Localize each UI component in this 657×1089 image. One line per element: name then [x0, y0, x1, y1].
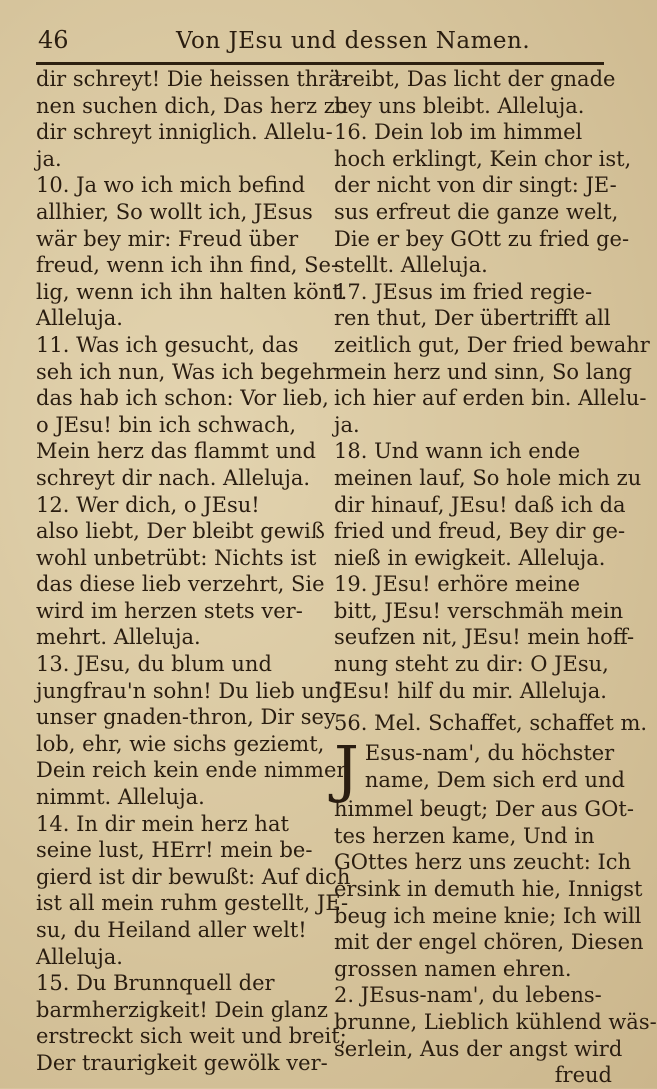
text-line: gierd ist dir bewußt: Auf dich	[36, 864, 351, 889]
text-line: dir schreyt! Die heissen thrä-	[36, 67, 348, 91]
text-line: hoch erklingt, Kein chor ist,	[334, 146, 632, 171]
hymn-first-stanza	[334, 732, 657, 1062]
left-column	[36, 66, 351, 1077]
text-line: freud, wenn ich ihn find, Se-	[36, 253, 339, 278]
text-line: Alleluja.	[36, 306, 123, 331]
text-line: jungfrau'n sohn! Du lieb und	[36, 678, 342, 703]
text-line: bey uns bleibt. Alleluja.	[334, 93, 585, 118]
text-line: nen suchen dich, Das herz zu	[36, 93, 349, 118]
text-line: Die er bey GOtt zu fried ge-	[334, 226, 630, 251]
text-line: Esus-nam', du höchster	[364, 741, 615, 766]
text-line: lig, wenn ich ihn halten könt.	[36, 279, 348, 304]
text-line: 14. In dir mein herz hat	[36, 811, 289, 836]
text-line: lob, ehr, wie sichs geziemt,	[36, 731, 325, 756]
text-line: fried und freud, Bey dir ge-	[334, 519, 626, 544]
text-line: unser gnaden-thron, Dir sey	[36, 705, 336, 730]
text-line: serlein, Aus der angst wird	[334, 1036, 623, 1061]
text-line: Mein herz das flammt und	[36, 439, 316, 464]
right-column	[334, 66, 657, 1089]
text-line: mit der engel chören, Diesen	[334, 930, 644, 955]
text-line: das hab ich schon: Vor lieb,	[36, 386, 329, 411]
text-line: 19. JEsu! erhöre meine	[334, 572, 581, 597]
text-line: wird im herzen stets ver-	[36, 598, 303, 623]
text-line: schreyt dir nach. Alleluja.	[36, 465, 311, 490]
text-line: ich hier auf erden bin. Allelu-	[334, 386, 647, 411]
text-line: ja.	[36, 146, 62, 171]
text-line: also liebt, Der bleibt gewiß	[36, 519, 325, 544]
hymn-lines	[334, 796, 657, 1062]
text-line: Der traurigkeit gewölk ver-	[36, 1050, 328, 1075]
text-line: meinen lauf, So hole mich zu	[334, 465, 642, 490]
text-line: mehrt. Alleluja.	[36, 625, 201, 650]
text-line: Alleluja.	[36, 944, 123, 969]
text-line: seufzen nit, JEsu! mein hoff-	[334, 625, 635, 650]
page-header	[36, 22, 604, 65]
text-line: 17. JEsus im fried regie-	[334, 279, 593, 304]
text-line: 18. Und wann ich ende	[334, 439, 581, 464]
text-line: ersink in demuth hie, Innigst	[334, 877, 643, 902]
text-line: seine lust, HErr! mein be-	[36, 838, 313, 863]
right-column-verses	[334, 66, 650, 704]
text-line: wär bey mir: Freud über	[36, 226, 299, 251]
text-line: 15. Du Brunnquell der	[36, 971, 275, 996]
text-line: Dein reich kein ende nimmer	[36, 758, 347, 783]
text-line: der nicht von dir singt: JE-	[334, 173, 617, 198]
text-line: GOttes herz uns zeucht: Ich	[334, 850, 632, 875]
text-line: bitt, JEsu! verschmäh mein	[334, 598, 624, 623]
text-line: wohl unbetrübt: Nichts ist	[36, 545, 317, 570]
text-line: brunne, Lieblich kühlend wäs-	[334, 1010, 657, 1034]
text-line: himmel beugt; Der aus GOt-	[334, 797, 634, 822]
text-line: grossen namen ehren.	[334, 956, 572, 981]
text-line: ja.	[334, 412, 360, 437]
text-line: 12. Wer dich, o JEsu!	[36, 492, 260, 517]
text-line: ren thut, Der übertrifft all	[334, 306, 611, 331]
text-line: seh ich nun, Was ich begehr	[36, 359, 336, 384]
text-line: 2. JEsus-nam', du lebens-	[334, 983, 602, 1008]
text-line: su, du Heiland aller welt!	[36, 918, 307, 942]
text-line: nung steht zu dir: O JEsu,	[334, 652, 609, 677]
text-line: ist all mein ruhm gestellt, JE-	[36, 891, 349, 916]
text-line: tes herzen kame, Und in	[334, 823, 595, 848]
text-line: treibt, Das licht der gnade	[334, 67, 616, 91]
text-line: nieß in ewigkeit. Alleluja.	[334, 545, 606, 570]
catchword: freud	[554, 1063, 612, 1088]
running-title: Von JEsu und dessen Namen.	[176, 28, 531, 54]
text-line: name, Dem sich erd und	[364, 767, 625, 792]
text-line: beug ich meine knie; Ich will	[334, 903, 642, 928]
text-line: allhier, So wollt ich, JEsus	[36, 199, 313, 224]
text-line: 13. JEsu, du blum und	[36, 652, 272, 677]
text-line: nimmt. Alleluja.	[36, 785, 205, 810]
text-line: 10. Ja wo ich mich befind	[36, 173, 306, 198]
text-line: mein herz und sinn, So lang	[334, 359, 632, 384]
text-line: JEsu! hilf du mir. Alleluja.	[334, 678, 607, 703]
text-line: zeitlich gut, Der fried bewahr	[334, 332, 650, 357]
text-line: 11. Was ich gesucht, das	[36, 332, 299, 357]
text-line: erstreckt sich weit und breit;	[36, 1024, 347, 1049]
text-line: barmherzigkeit! Dein glanz	[36, 997, 329, 1022]
page-number: 46	[38, 26, 69, 54]
text-line: sus erfreut die ganze welt,	[334, 199, 619, 224]
text-line: o JEsu! bin ich schwach,	[36, 412, 297, 437]
text-line: dir hinauf, JEsu! daß ich da	[334, 492, 626, 517]
text-line: stellt. Alleluja.	[334, 253, 488, 278]
text-line: dir schreyt inniglich. Allelu-	[36, 120, 333, 145]
text-line: 16. Dein lob im himmel	[334, 120, 583, 145]
drop-cap: J	[334, 732, 359, 806]
text-line: das diese lieb verzehrt, Sie	[36, 572, 325, 597]
hymn-heading: 56. Mel. Schaffet, schaffet m.	[334, 711, 648, 736]
